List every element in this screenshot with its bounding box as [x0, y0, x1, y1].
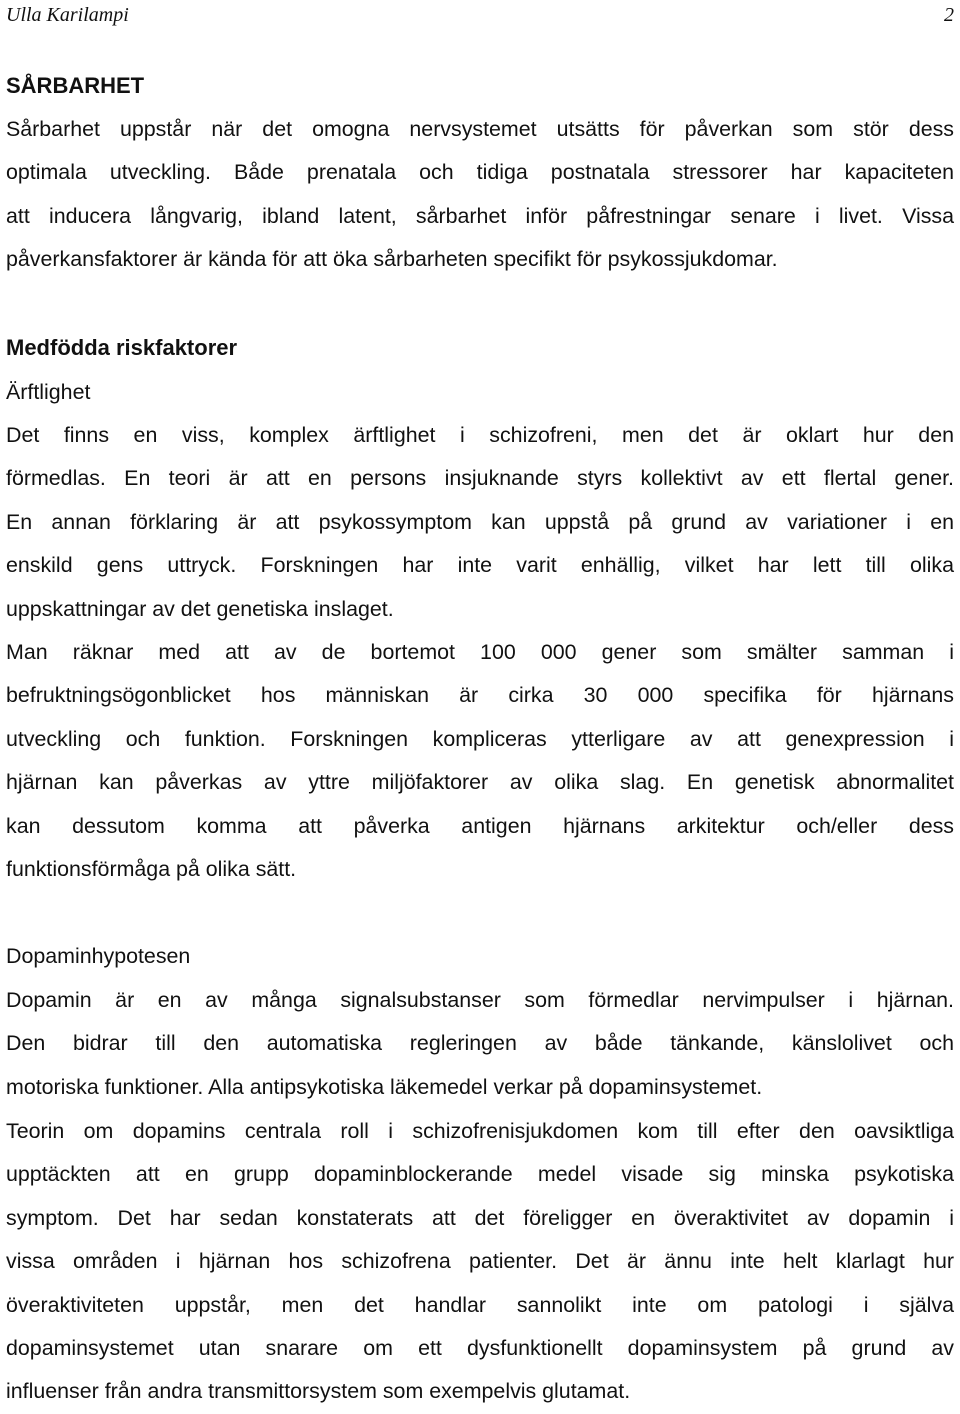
- text-line: vissa områden i hjärnan hos schizofrena patienter. Det är ännu inte helt klarlagt hur: [6, 1249, 954, 1274]
- paragraph-dopamin-1: [6, 979, 954, 1109]
- text-line: befruktningsögonblicket hos människan är cirka 30 000 specifika för hjärnans: [6, 683, 954, 708]
- paragraph-sarbarhet: [6, 108, 954, 282]
- text-line: Man räknar med att av de bortemot 100 000 gener som smälter samman i: [6, 640, 954, 664]
- text-line: uppskattningar av det genetiska inslaget.: [6, 596, 394, 621]
- text-line: funktionsförmåga på olika sätt.: [6, 857, 297, 882]
- header-author: Ulla Karilampi: [6, 4, 129, 26]
- text-line: optimala utveckling. Både prenatala och tidiga postnatala stressorer har kapaciteten: [6, 160, 954, 185]
- section-heading-sarbarhet: SÅRBARHET: [6, 73, 145, 98]
- text-line: hjärnan kan påverkas av yttre miljöfaktorer av olika slag. En genetisk abnormalitet: [6, 770, 954, 795]
- text-line: upptäckten att en grupp dopaminblockerande medel visade sig minska psykotiska: [6, 1162, 954, 1187]
- paragraph-arftlighet-1: [6, 414, 954, 631]
- text-line: symptom. Det har sedan konstaterats att det föreligger en överaktivitet av dopamin i: [6, 1205, 954, 1230]
- page-header: [6, 2, 954, 28]
- text-line: motoriska funktioner. Alla antipsykotiska läkemedel verkar på dopaminsystemet.: [6, 1074, 763, 1099]
- text-line: Dopamin är en av många signalsubstanser som förmedlar nervimpulser i hjärnan.: [6, 988, 954, 1012]
- text-line: enskild gens uttryck. Forskningen har inte varit enhällig, vilket har lett till olika: [6, 553, 954, 578]
- text-line: överaktiviteten uppstår, men det handlar sannolikt inte om patologi i själva: [6, 1292, 954, 1317]
- subheading-dopaminhypotesen: Dopaminhypotesen: [6, 944, 191, 968]
- text-line: Det finns en viss, komplex ärftlighet i schizofreni, men det är oklart hur den: [6, 423, 954, 447]
- paragraph-arftlighet-2: [6, 631, 954, 891]
- paragraph-dopamin-2: [6, 1110, 954, 1414]
- text-line: Den bidrar till den automatiska regleringen av både tänkande, känslolivet och: [6, 1031, 954, 1056]
- text-line: utveckling och funktion. Forskningen kompliceras ytterligare av att genexpression i: [6, 726, 954, 751]
- text-line: dopaminsystemet utan snarare om ett dysfunktionellt dopaminsystem på grund av: [6, 1336, 954, 1361]
- text-line: kan dessutom komma att påverka antigen hjärnans arkitektur och/eller dess: [6, 813, 954, 838]
- text-line: Teorin om dopamins centrala roll i schizofrenisjukdomen kom till efter den oavsiktliga: [6, 1119, 954, 1143]
- section-heading-medfodda: Medfödda riskfaktorer: [6, 335, 238, 360]
- text-line: förmedlas. En teori är att en persons insjuknande styrs kollektivt av ett flertal gener.: [6, 466, 954, 491]
- text-line: att inducera långvarig, ibland latent, sårbarhet inför påfrestningar senare i livet. Vissa: [6, 203, 954, 228]
- header-page-number: 2: [944, 4, 954, 26]
- text-line: Sårbarhet uppstår när det omogna nervsystemet utsätts för påverkan som stör dess: [6, 117, 954, 141]
- subheading-arftlighet: Ärftlighet: [6, 380, 91, 404]
- text-line: En annan förklaring är att psykossymptom kan uppstå på grund av variationer i en: [6, 509, 954, 534]
- text-line: påverkansfaktorer är kända för att öka sårbarheten specifikt för psykossjukdomar.: [6, 247, 778, 272]
- text-line: influenser från andra transmittorsystem som exempelvis glutamat.: [6, 1379, 631, 1404]
